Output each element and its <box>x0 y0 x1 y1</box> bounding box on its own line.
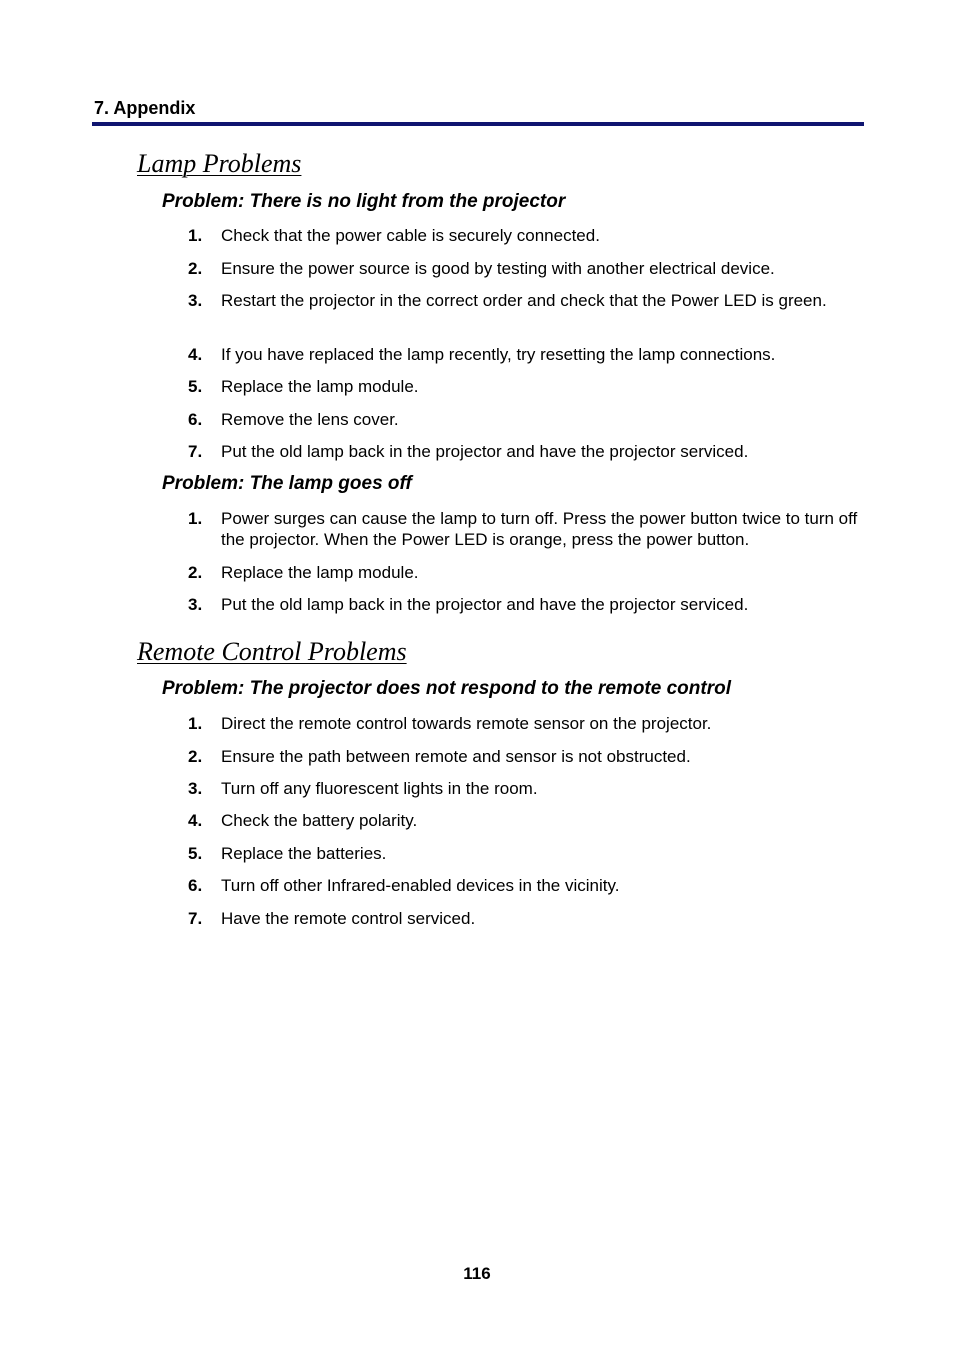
list-item-number: 4. <box>188 811 203 830</box>
list-item-text: If you have replaced the lamp recently, try resetting the lamp connections. <box>221 345 776 364</box>
list-item <box>188 441 868 462</box>
page-header-title: 7. Appendix <box>94 98 196 118</box>
list-item-number: 6. <box>188 876 203 895</box>
list-item-number: 3. <box>188 595 203 614</box>
list-item <box>188 258 868 279</box>
list-item-number: 2. <box>188 259 203 278</box>
list-item <box>188 746 868 767</box>
list-item-number: 6. <box>188 410 203 429</box>
list-item-text: Put the old lamp back in the projector and have the projector serviced. <box>221 442 749 461</box>
list-item-text: Ensure the path between remote and sensor is not obstructed. <box>221 747 691 766</box>
list-item <box>188 376 868 397</box>
list-item-text: Replace the lamp module. <box>221 563 419 582</box>
list-item-number: 5. <box>188 377 203 396</box>
list-item-text: Replace the batteries. <box>221 844 387 863</box>
list-item-text: Check the battery polarity. <box>221 811 418 830</box>
list-item-text: Have the remote control serviced. <box>221 909 476 928</box>
list-item-number: 1. <box>188 714 203 733</box>
list-item-number: 3. <box>188 291 203 310</box>
list-item-text: Replace the lamp module. <box>221 377 419 396</box>
list-item-number: 1. <box>188 226 203 245</box>
list-item <box>188 875 868 896</box>
list-item <box>188 713 868 734</box>
list-item-text: Restart the projector in the correct order and check that the Power LED is green. <box>221 291 827 310</box>
problem-heading-lamp-goes-off: Problem: The lamp goes off <box>162 473 412 494</box>
problem-heading-no-light: Problem: There is no light from the projector <box>162 191 566 212</box>
list-item-number: 2. <box>188 747 203 766</box>
list-item-text: Direct the remote control towards remote sensor on the projector. <box>221 714 712 733</box>
list-item <box>188 594 868 615</box>
list-item-text: Put the old lamp back in the projector and have the projector serviced. <box>221 595 749 614</box>
list-item-text: Check that the power cable is securely connected. <box>221 226 600 245</box>
list-item-number: 2. <box>188 563 203 582</box>
list-item <box>188 810 868 831</box>
list-item-number: 7. <box>188 909 203 928</box>
list-item <box>188 778 868 799</box>
list-item-text: Turn off any fluorescent lights in the room. <box>221 779 538 798</box>
list-item-number: 5. <box>188 844 203 863</box>
list-item <box>188 908 868 929</box>
list-item <box>188 562 868 583</box>
list-item <box>188 508 868 550</box>
list-item-number: 1. <box>188 509 203 528</box>
list-item-text: Ensure the power source is good by testing with another electrical device. <box>221 259 775 278</box>
list-item <box>188 843 868 864</box>
list-item-number: 7. <box>188 442 203 461</box>
problem-heading-no-remote-response: Problem: The projector does not respond to the remote control <box>162 678 731 699</box>
section-title-remote-control-problems: Remote Control Problems <box>137 637 407 666</box>
list-item-text: Remove the lens cover. <box>221 410 399 429</box>
list-item <box>188 225 868 246</box>
list-item <box>188 290 868 311</box>
list-item-number: 4. <box>188 345 203 364</box>
list-item-text: Power surges can cause the lamp to turn off. Press the power button twice to turn off the projector. When the Power LED is orange, press the power button. <box>221 509 858 549</box>
list-item <box>188 409 868 430</box>
header-rule <box>92 122 864 126</box>
list-item <box>188 344 868 365</box>
list-item-number: 3. <box>188 779 203 798</box>
page-number: 116 <box>463 1264 491 1283</box>
list-item-text: Turn off other Infrared-enabled devices in the vicinity. <box>221 876 620 895</box>
section-title-lamp-problems: Lamp Problems <box>137 149 302 178</box>
